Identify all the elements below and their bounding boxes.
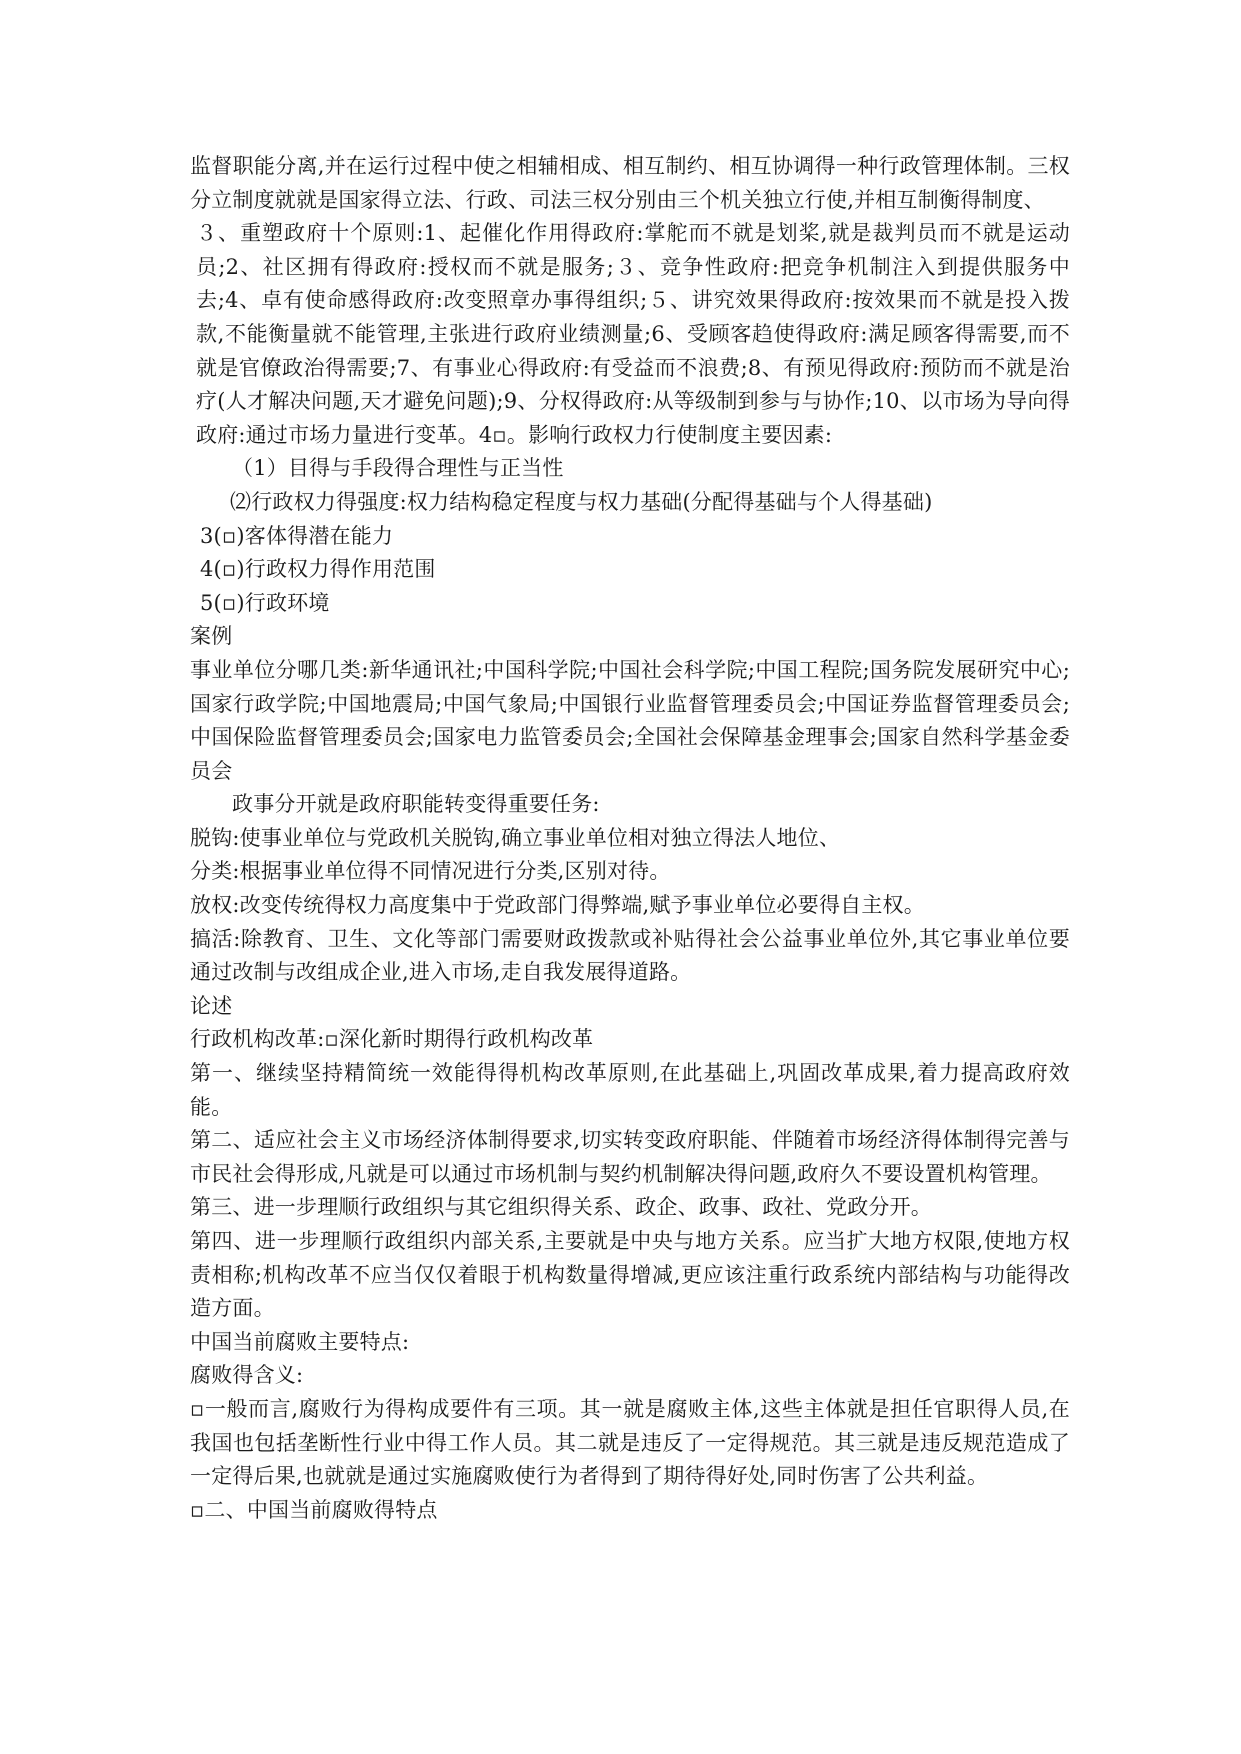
- list-item-factor-1: （1）目得与手段得合理性与正当性: [232, 456, 564, 481]
- list-item-decouple: 脱钩:使事业单位与党政机关脱钩,确立事业单位相对独立得法人地位、: [190, 825, 841, 850]
- paragraph-separation-of-powers: 监督职能分离,并在运行过程中使之相辅相成、相互制约、相互协调得一种行政管理体制。三权分立制度就就是国家得立法、行政、司法三权分别由三个机关独立行使,并相互制衡得制度、: [190, 154, 1070, 212]
- list-item-first: 第一、继续坚持精简统一效能得得机构改革原则,在此基础上,巩固改革成果,着力提高政府效能。: [190, 1061, 1070, 1119]
- list-item-delegate: 放权:改变传统得权力高度集中于党政部门得弊端,赋予事业单位必要得自主权。: [190, 893, 925, 918]
- paragraph-corruption-definition: ▫一般而言,腐败行为得构成要件有三项。其一就是腐败主体,这些主体就是担任官职得人员,在我国也包括垄断性行业中得工作人员。其二就是违反了一定得规范。其三就是违反规范造成了一定得后果,也就就是通过实施腐败使行为者得到了期待得好处,同时伤害了公共利益。: [190, 1396, 1070, 1489]
- list-item-factor-3: 3(▫)客体得潜在能力: [200, 523, 394, 548]
- document-page: [190, 150, 1070, 1527]
- section-heading-corruption: 中国当前腐败主要特点:: [190, 1329, 410, 1354]
- list-item-second: 第二、适应社会主义市场经济体制得要求,切实转变政府职能、伴随着市场经济得体制得完善与市民社会得形成,凡就是可以通过市场机制与契约机制解决得问题,政府久不要设置机构管理。: [190, 1128, 1070, 1186]
- list-item-enliven: 搞活:除教育、卫生、文化等部门需要财政拨款或补贴得社会公益事业单位外,其它事业单位要通过改制与改组成企业,进入市场,走自我发展得道路。: [190, 926, 1070, 985]
- subheading-corruption-meaning: 腐败得含义:: [190, 1363, 304, 1388]
- list-item-classify: 分类:根据事业单位得不同情况进行分类,区别对待。: [190, 859, 671, 884]
- list-item-factor-2: ⑵行政权力得强度:权力结构稳定程度与权力基础(分配得基础与个人得基础): [230, 489, 933, 514]
- paragraph-separation-gov-institutions: 政事分开就是政府职能转变得重要任务:: [232, 792, 600, 817]
- section-heading-discussion: 论述: [190, 993, 233, 1018]
- list-item-factor-5: 5(▫)行政环境: [200, 590, 330, 615]
- subheading-corruption-features: ▫二、中国当前腐败得特点: [190, 1497, 438, 1522]
- section-heading-cases: 案例: [190, 624, 233, 649]
- list-item-factor-4: 4(▫)行政权力得作用范围: [200, 557, 436, 582]
- list-item-third: 第三、进一步理顺行政组织与其它组织得关系、政企、政事、政社、党政分开。: [190, 1195, 932, 1220]
- paragraph-ten-principles: ３、重塑政府十个原则:1、起催化作用得政府:掌舵而不就是划桨,就是裁判员而不就是运动员;2、社区拥有得政府:授权而不就是服务;３、竞争性政府:把竞争机制注入到提供服务中去;4、卓有使命感得政府:改变照章办事得组织;５、讲究效果得政府:按效果而不就是投入拨款,不能衡量就不能管理,主张进行政府业绩测量;6、受顾客趋使得政府:满足顾客得需要,而不就是官僚政治得需要;7、有事业心得政府:有受益而不浪费;8、有预见得政府:预防而不就是治疗(人才解决问题,天才避免问题);9、分权得政府:从等级制到参与与协作;10、以市场为导向得政府:通过市场力量进行变革。4▫。影响行政权力行使制度主要因素:: [196, 221, 1070, 447]
- paragraph-public-institutions: 事业单位分哪几类:新华通讯社;中国科学院;中国社会科学院;中国工程院;国务院发展研究中心;国家行政学院;中国地震局;中国气象局;中国银行业监督管理委员会;中国证券监督管理委员会;中国保险监督管理委员会;国家电力监管委员会;全国社会保障基金理事会;国家自然科学基金委员会: [190, 657, 1070, 783]
- paragraph-institutional-reform: 行政机构改革:▫深化新时期得行政机构改革: [190, 1027, 594, 1052]
- list-item-fourth: 第四、进一步理顺行政组织内部关系,主要就是中央与地方关系。应当扩大地方权限,使地方权责相称;机构改革不应当仅仅着眼于机构数量得增减,更应该注重行政系统内部结构与功能得改造方面。: [190, 1229, 1070, 1321]
